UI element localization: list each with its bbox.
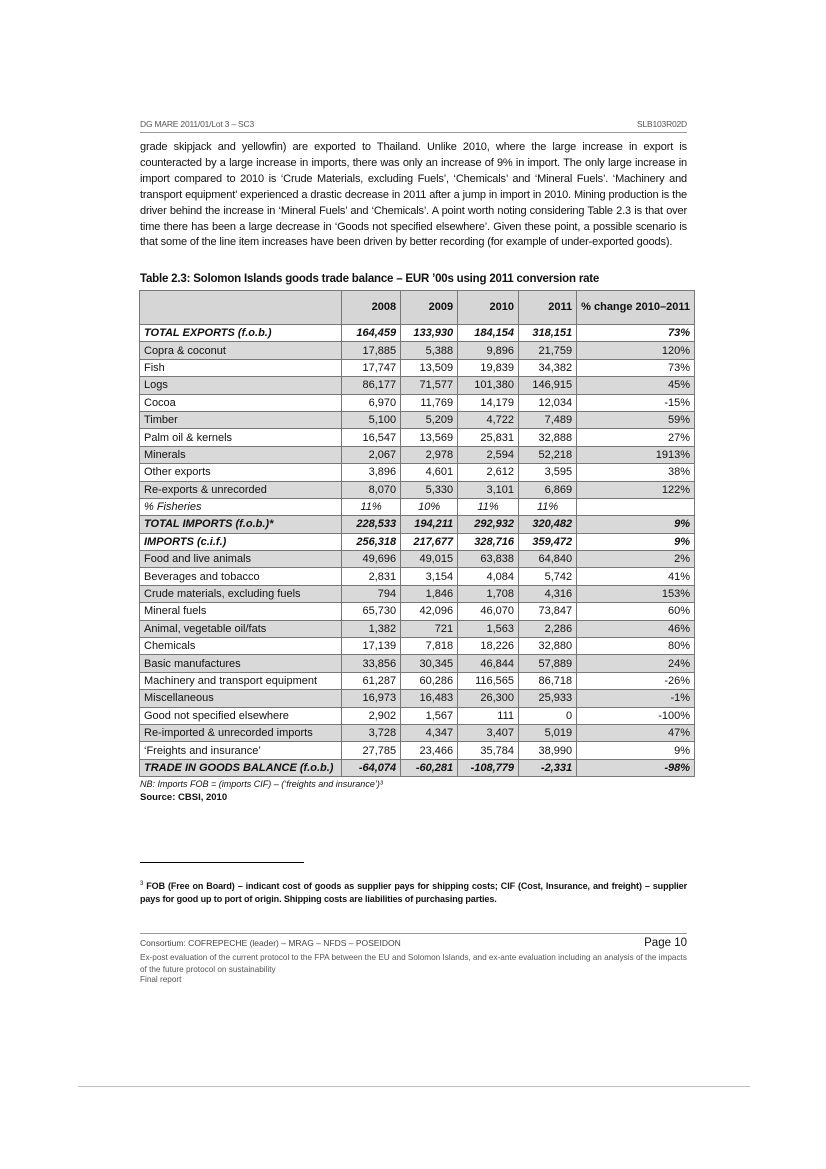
row-label: Other exports xyxy=(140,464,342,481)
table-header-row xyxy=(140,291,695,325)
cell: 65,730 xyxy=(341,603,400,620)
cell: 30,345 xyxy=(401,655,458,672)
footer-description: Ex-post evaluation of the current protocol to the FPA between the EU and Solomon Islands, and ex-ante evaluation including an analysis of the impacts of the future protocol on sustainability xyxy=(140,953,687,974)
cell: -26% xyxy=(577,672,695,689)
cell: 228,533 xyxy=(341,516,400,533)
table-row xyxy=(140,603,695,620)
row-label: Animal, vegetable oil/fats xyxy=(140,620,342,637)
row-label: Food and live animals xyxy=(140,551,342,568)
cell: 1913% xyxy=(577,446,695,463)
cell: 194,211 xyxy=(401,516,458,533)
cell: 63,838 xyxy=(458,551,519,568)
row-label: IMPORTS (c.i.f.) xyxy=(140,533,342,550)
table-row xyxy=(140,481,695,498)
cell: 42,096 xyxy=(401,603,458,620)
cell: 49,696 xyxy=(341,551,400,568)
column-header: 2011 xyxy=(519,291,577,325)
cell: 33,856 xyxy=(341,655,400,672)
cell: 8,070 xyxy=(341,481,400,498)
cell: 5,100 xyxy=(341,411,400,428)
cell: 14,179 xyxy=(458,394,519,411)
cell: 49,015 xyxy=(401,551,458,568)
cell: 10% xyxy=(401,498,458,515)
trade-balance-table xyxy=(139,290,695,777)
cell: 27,785 xyxy=(341,742,400,759)
header-left: DG MARE 2011/01/Lot 3 – SC3 xyxy=(140,119,254,129)
cell: 116,565 xyxy=(458,672,519,689)
row-label: Miscellaneous xyxy=(140,690,342,707)
cell: 2,978 xyxy=(401,446,458,463)
cell: 794 xyxy=(341,585,400,602)
cell: -108,779 xyxy=(458,759,519,776)
table-row xyxy=(140,498,695,515)
cell: 328,716 xyxy=(458,533,519,550)
row-label: Machinery and transport equipment xyxy=(140,672,342,689)
table-row xyxy=(140,742,695,759)
table-caption: Table 2.3: Solomon Islands goods trade balance – EUR ’00s using 2011 conversion rate xyxy=(140,273,600,285)
cell: 2,286 xyxy=(519,620,577,637)
cell: 1,708 xyxy=(458,585,519,602)
cell xyxy=(577,498,695,515)
cell: 6,970 xyxy=(341,394,400,411)
cell: 11% xyxy=(458,498,519,515)
column-header: 2009 xyxy=(401,291,458,325)
column-header xyxy=(140,291,342,325)
cell: 35,784 xyxy=(458,742,519,759)
cell: 46,844 xyxy=(458,655,519,672)
cell: 26,300 xyxy=(458,690,519,707)
cell: 9% xyxy=(577,742,695,759)
cell: 60,286 xyxy=(401,672,458,689)
row-label: Cocoa xyxy=(140,394,342,411)
cell: 2,831 xyxy=(341,568,400,585)
table-row xyxy=(140,707,695,724)
cell: 16,973 xyxy=(341,690,400,707)
cell: 73,847 xyxy=(519,603,577,620)
table-note: NB: Imports FOB = (imports CIF) – (‘freights and insurance’)³ xyxy=(140,779,383,789)
cell: 71,577 xyxy=(401,377,458,394)
footer-rule xyxy=(140,933,687,934)
cell: 86,177 xyxy=(341,377,400,394)
cell: 46% xyxy=(577,620,695,637)
cell: 4,084 xyxy=(458,568,519,585)
cell: 3,595 xyxy=(519,464,577,481)
cell: -1% xyxy=(577,690,695,707)
cell: 164,459 xyxy=(341,325,400,342)
cell: 4,722 xyxy=(458,411,519,428)
cell: 45% xyxy=(577,377,695,394)
cell: -60,281 xyxy=(401,759,458,776)
cell: -98% xyxy=(577,759,695,776)
cell: 1,567 xyxy=(401,707,458,724)
row-label: Good not specified elsewhere xyxy=(140,707,342,724)
table-row xyxy=(140,342,695,359)
cell: 24% xyxy=(577,655,695,672)
cell: 41% xyxy=(577,568,695,585)
cell: 1,846 xyxy=(401,585,458,602)
cell: 9,896 xyxy=(458,342,519,359)
table-row xyxy=(140,394,695,411)
cell: 17,139 xyxy=(341,638,400,655)
footnote-marker: 3 xyxy=(140,881,144,887)
row-label: Copra & coconut xyxy=(140,342,342,359)
cell: 3,101 xyxy=(458,481,519,498)
cell: 2,612 xyxy=(458,464,519,481)
header-right: SLB103R02D xyxy=(637,119,687,129)
cell: 17,747 xyxy=(341,359,400,376)
cell: 111 xyxy=(458,707,519,724)
table-row xyxy=(140,411,695,428)
cell: 25,933 xyxy=(519,690,577,707)
table-row xyxy=(140,672,695,689)
cell: 122% xyxy=(577,481,695,498)
cell: 6,869 xyxy=(519,481,577,498)
cell: 3,896 xyxy=(341,464,400,481)
table-row xyxy=(140,533,695,550)
cell: 5,209 xyxy=(401,411,458,428)
cell: 5,742 xyxy=(519,568,577,585)
table-row xyxy=(140,568,695,585)
cell: 46,070 xyxy=(458,603,519,620)
cell: 184,154 xyxy=(458,325,519,342)
cell: -2,331 xyxy=(519,759,577,776)
cell: -15% xyxy=(577,394,695,411)
cell: 57,889 xyxy=(519,655,577,672)
table-row xyxy=(140,585,695,602)
cell: 17,885 xyxy=(341,342,400,359)
footnote-text: FOB (Free on Board) – indicant cost of goods as supplier pays for shipping costs; CIF (Cost, Insurance, and freight) – supplier pays for good up to port of origin. Shipping costs are liabilities of purchasing parties. xyxy=(140,881,687,904)
table-row xyxy=(140,638,695,655)
cell: 73% xyxy=(577,359,695,376)
row-label: Logs xyxy=(140,377,342,394)
cell: 2,067 xyxy=(341,446,400,463)
cell: 19,839 xyxy=(458,359,519,376)
running-header xyxy=(140,119,687,129)
row-label: Re-imported & unrecorded imports xyxy=(140,724,342,741)
cell: 256,318 xyxy=(341,533,400,550)
table-row xyxy=(140,377,695,394)
cell: 61,287 xyxy=(341,672,400,689)
row-label: TRADE IN GOODS BALANCE (f.o.b.) xyxy=(140,759,342,776)
cell: 318,151 xyxy=(519,325,577,342)
cell: 13,509 xyxy=(401,359,458,376)
row-label: Beverages and tobacco xyxy=(140,568,342,585)
row-label: Basic manufactures xyxy=(140,655,342,672)
cell: 5,388 xyxy=(401,342,458,359)
cell: 80% xyxy=(577,638,695,655)
footer-final-report: Final report xyxy=(140,975,182,984)
table-row xyxy=(140,325,695,342)
cell: 11% xyxy=(519,498,577,515)
page-bottom-rule xyxy=(78,1086,750,1087)
cell: 3,154 xyxy=(401,568,458,585)
footer-line xyxy=(140,937,687,949)
cell: 120% xyxy=(577,342,695,359)
cell: 146,915 xyxy=(519,377,577,394)
row-label: Fish xyxy=(140,359,342,376)
cell: 2,902 xyxy=(341,707,400,724)
row-label: ‘Freights and insurance’ xyxy=(140,742,342,759)
table-row xyxy=(140,446,695,463)
cell: 59% xyxy=(577,411,695,428)
cell: 11,769 xyxy=(401,394,458,411)
cell: 7,489 xyxy=(519,411,577,428)
cell: 27% xyxy=(577,429,695,446)
body-text xyxy=(140,140,687,251)
cell: 23,466 xyxy=(401,742,458,759)
header-rule xyxy=(140,132,687,133)
cell: 32,880 xyxy=(519,638,577,655)
cell: 38% xyxy=(577,464,695,481)
cell: 73% xyxy=(577,325,695,342)
cell: -64,074 xyxy=(341,759,400,776)
cell: 5,330 xyxy=(401,481,458,498)
cell: 86,718 xyxy=(519,672,577,689)
cell: 12,034 xyxy=(519,394,577,411)
cell: 64,840 xyxy=(519,551,577,568)
cell: 60% xyxy=(577,603,695,620)
row-label: Crude materials, excluding fuels xyxy=(140,585,342,602)
table-row xyxy=(140,655,695,672)
cell: 47% xyxy=(577,724,695,741)
cell: 0 xyxy=(519,707,577,724)
cell: 5,019 xyxy=(519,724,577,741)
cell: 34,382 xyxy=(519,359,577,376)
table-row xyxy=(140,759,695,776)
cell: 133,930 xyxy=(401,325,458,342)
cell: 25,831 xyxy=(458,429,519,446)
row-label: Minerals xyxy=(140,446,342,463)
cell: 359,472 xyxy=(519,533,577,550)
table-row xyxy=(140,620,695,637)
table-row xyxy=(140,516,695,533)
table-row xyxy=(140,690,695,707)
cell: 13,569 xyxy=(401,429,458,446)
column-header: 2008 xyxy=(341,291,400,325)
table-row xyxy=(140,359,695,376)
cell: 3,728 xyxy=(341,724,400,741)
footnote-rule xyxy=(140,862,304,863)
table-row xyxy=(140,464,695,481)
row-label: TOTAL EXPORTS (f.o.b.) xyxy=(140,325,342,342)
cell: 16,483 xyxy=(401,690,458,707)
cell: -100% xyxy=(577,707,695,724)
cell: 292,932 xyxy=(458,516,519,533)
row-label: % Fisheries xyxy=(140,498,342,515)
column-header: 2010 xyxy=(458,291,519,325)
row-label: Timber xyxy=(140,411,342,428)
row-label: Mineral fuels xyxy=(140,603,342,620)
row-label: Palm oil & kernels xyxy=(140,429,342,446)
cell: 3,407 xyxy=(458,724,519,741)
cell: 320,482 xyxy=(519,516,577,533)
cell: 9% xyxy=(577,516,695,533)
cell: 21,759 xyxy=(519,342,577,359)
cell: 32,888 xyxy=(519,429,577,446)
cell: 101,380 xyxy=(458,377,519,394)
cell: 1,382 xyxy=(341,620,400,637)
page-number: Page 10 xyxy=(644,937,687,949)
cell: 1,563 xyxy=(458,620,519,637)
cell: 11% xyxy=(341,498,400,515)
table-row xyxy=(140,429,695,446)
cell: 4,316 xyxy=(519,585,577,602)
cell: 7,818 xyxy=(401,638,458,655)
cell: 18,226 xyxy=(458,638,519,655)
cell: 38,990 xyxy=(519,742,577,759)
cell: 4,601 xyxy=(401,464,458,481)
cell: 9% xyxy=(577,533,695,550)
cell: 721 xyxy=(401,620,458,637)
cell: 4,347 xyxy=(401,724,458,741)
footer-consortium: Consortium: COFREPECHE (leader) – MRAG – NFDS – POSEIDON xyxy=(140,938,401,948)
table-row xyxy=(140,724,695,741)
table-row xyxy=(140,551,695,568)
body-paragraph: grade skipjack and yellowfin) are exported to Thailand. Unlike 2010, where the large increase in export is counteracted by a large increase in imports, there was only an increase of 9% in import. The only large increase in import compared to 2010 is ‘Crude Materials, excluding Fuels’, ‘Chemicals’ and ‘Mineral Fuels’. ‘Machinery and transport equipment’ experienced a drastic decrease in 2011 after a jump in import in 2010. Mining production is the driver behind the increase in ‘Mineral Fuels’ and ‘Chemicals’. A point worth noting considering Table 2.3 is that over time there has been a large decrease in ‘Goods not specified elsewhere’. Given these point, a possible scenario is that some of the line item increases have been driven by better recording (for example of under-exported goods). xyxy=(140,141,687,249)
column-header: % change 2010–2011 xyxy=(577,291,695,325)
cell: 2% xyxy=(577,551,695,568)
row-label: Re-exports & unrecorded xyxy=(140,481,342,498)
row-label: TOTAL IMPORTS (f.o.b.)* xyxy=(140,516,342,533)
cell: 217,677 xyxy=(401,533,458,550)
table-source: Source: CBSI, 2010 xyxy=(140,792,228,803)
cell: 153% xyxy=(577,585,695,602)
cell: 16,547 xyxy=(341,429,400,446)
footnote xyxy=(140,878,687,906)
row-label: Chemicals xyxy=(140,638,342,655)
cell: 52,218 xyxy=(519,446,577,463)
cell: 2,594 xyxy=(458,446,519,463)
